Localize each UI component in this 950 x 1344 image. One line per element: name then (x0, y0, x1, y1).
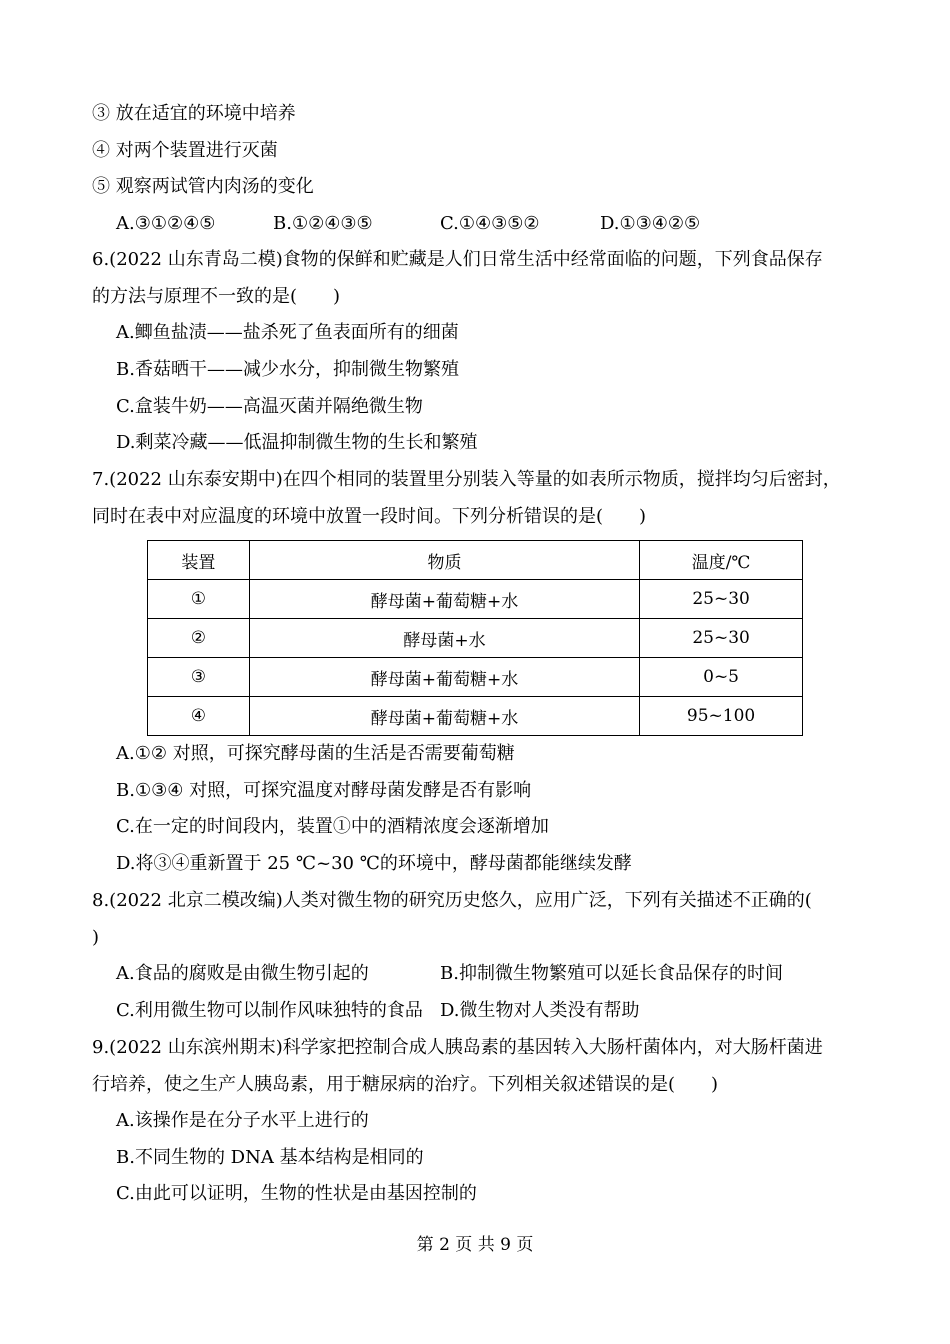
table-cell: 25~30 (640, 580, 803, 619)
q7-option-c: C.在一定的时间段内，装置①中的酒精浓度会逐渐增加 (116, 816, 549, 837)
q7-option-d: D.将③④重新置于 25 ℃~30 ℃的环境中，酵母菌都能继续发酵 (116, 853, 632, 874)
q7-stem-line1: 7.(2022 山东泰安期中)在四个相同的装置里分别装入等量的如表所示物质，搅拌均匀后密封， (92, 469, 841, 490)
table-cell: ① (148, 580, 250, 619)
table-row (148, 580, 803, 619)
q5-step-4: ④ 对两个装置进行灭菌 (92, 140, 278, 161)
q8-option-d: D.微生物对人类没有帮助 (440, 1000, 640, 1021)
table-row (148, 658, 803, 697)
q9-stem-line1: 9.(2022 山东滨州期末)科学家把控制合成人胰岛素的基因转入大肠杆菌体内，对大肠杆菌进 (92, 1037, 823, 1058)
table-row (148, 619, 803, 658)
q9-option-b: B.不同生物的 DNA 基本结构是相同的 (116, 1147, 424, 1168)
table-row (148, 697, 803, 736)
q6-option-a: A.鲫鱼盐渍——盐杀死了鱼表面所有的细菌 (116, 322, 459, 343)
q5-step-3: ③ 放在适宜的环境中培养 (92, 103, 296, 124)
table-cell: ③ (148, 658, 250, 697)
table-cell: 酵母菌+葡萄糖+水 (249, 658, 639, 697)
table-header-row (148, 541, 803, 580)
table-cell: 25~30 (640, 619, 803, 658)
q8-option-b: B.抑制微生物繁殖可以延长食品保存的时间 (440, 963, 783, 984)
table-cell: 酵母菌+葡萄糖+水 (249, 697, 639, 736)
table-header-cell: 物质 (249, 541, 639, 580)
q6-option-b: B.香菇晒干——减少水分，抑制微生物繁殖 (116, 359, 459, 380)
table-cell: ② (148, 619, 250, 658)
table-cell: 酵母菌+水 (249, 619, 639, 658)
q9-stem-line2: 行培养，使之生产人胰岛素，用于糖尿病的治疗。下列相关叙述错误的是( ) (92, 1074, 719, 1095)
q7-stem-line2: 同时在表中对应温度的环境中放置一段时间。下列分析错误的是( ) (92, 506, 647, 527)
q5-option-c: C.①④③⑤② (440, 213, 540, 234)
table-cell: ④ (148, 697, 250, 736)
q9-option-a: A.该操作是在分子水平上进行的 (116, 1110, 369, 1131)
q7-option-a: A.①② 对照，可探究酵母菌的生活是否需要葡萄糖 (116, 743, 515, 764)
q5-option-b: B.①②④③⑤ (273, 213, 373, 234)
q5-option-a: A.③①②④⑤ (116, 213, 216, 234)
q6-option-c: C.盒装牛奶——高温灭菌并隔绝微生物 (116, 396, 423, 417)
q5-step-5: ⑤ 观察两试管内肉汤的变化 (92, 176, 314, 197)
q8-option-a: A.食品的腐败是由微生物引起的 (116, 963, 369, 984)
q7-option-b: B.①③④ 对照，可探究温度对酵母菌发酵是否有影响 (116, 780, 532, 801)
table-cell: 95~100 (640, 697, 803, 736)
q8-stem-line1: 8.(2022 北京二模改编)人类对微生物的研究历史悠久，应用广泛，下列有关描述不正确的( (92, 890, 812, 911)
q5-option-d: D.①③④②⑤ (600, 213, 701, 234)
table-header-cell: 装置 (148, 541, 250, 580)
q6-stem-line2: 的方法与原理不一致的是( ) (92, 286, 341, 307)
q9-option-c: C.由此可以证明，生物的性状是由基因控制的 (116, 1183, 477, 1204)
page-footer: 第 2 页 共 9 页 (416, 1235, 534, 1255)
q7-data-table (147, 540, 803, 736)
q8-stem-line2: ) (92, 927, 100, 948)
table-header-cell: 温度/℃ (640, 541, 803, 580)
q8-option-c: C.利用微生物可以制作风味独特的食品 (116, 1000, 423, 1021)
q6-stem-line1: 6.(2022 山东青岛二模)食物的保鲜和贮藏是人们日常生活中经常面临的问题，下列食品保存 (92, 249, 823, 270)
q6-option-d: D.剩菜冷藏——低温抑制微生物的生长和繁殖 (116, 432, 478, 453)
table-cell: 酵母菌+葡萄糖+水 (249, 580, 639, 619)
table-cell: 0~5 (640, 658, 803, 697)
